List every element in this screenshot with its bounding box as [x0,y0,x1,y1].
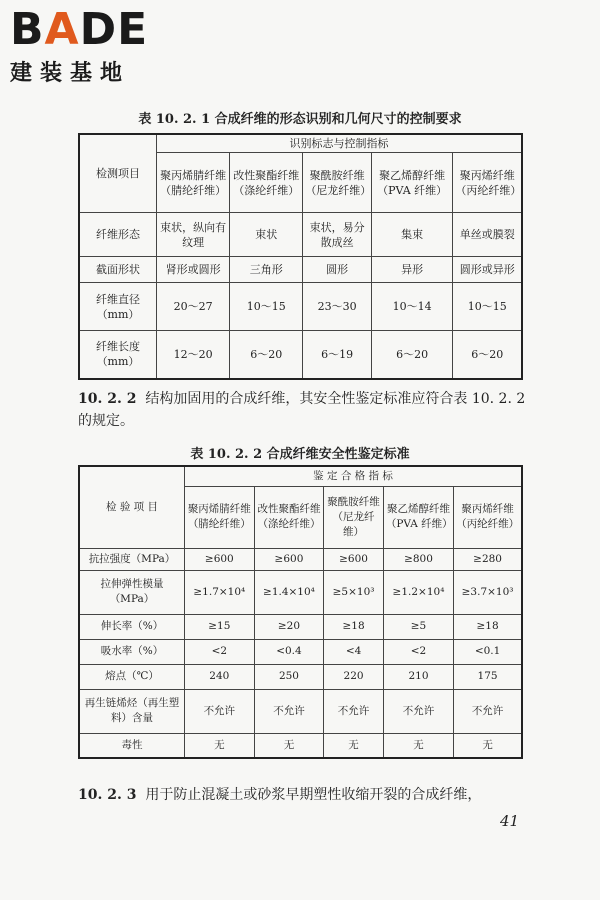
table1-row-label: 纤维长度（mm） [79,331,157,379]
table2-row-label: 抗拉强度（MPa） [79,548,185,570]
table2-cell: 210 [383,664,453,689]
table2-cell: ≥600 [254,548,324,570]
table2-cell: ≥18 [454,614,522,639]
table1-col-header: 聚丙烯纤维（丙纶纤维） [453,153,522,213]
table1-group-header: 识别标志与控制指标 [157,134,523,153]
table2-cell: <2 [383,639,453,664]
page-number: 41 [500,812,520,830]
table2-cell: 不允许 [324,689,384,733]
table2-cell: <0.1 [454,639,522,664]
table2-cell: 无 [454,733,522,758]
table2-cell: ≥5 [383,614,453,639]
table2-cell: ≥5×10³ [324,570,384,614]
para-10-2-3 [78,784,528,806]
para-number: 10. 2. 3 [78,787,137,803]
table1-cell: 异形 [371,257,453,283]
table1-cell: 10～15 [453,283,522,331]
table2-cell: 无 [324,733,384,758]
table1-cell: 圆形 [303,257,372,283]
table2-cell: 250 [254,664,324,689]
table2-row-label: 伸长率（%） [79,614,185,639]
table1-caption: 表 10. 2. 1 合成纤维的形态识别和几何尺寸的控制要求 [138,112,462,127]
table2-col-header: 聚丙烯腈纤维（腈纶纤维） [185,486,255,548]
table1-col-header: 聚乙烯醇纤维（PVA 纤维） [371,153,453,213]
table1-cell: 束状 [230,213,303,257]
table2-cell: 240 [185,664,255,689]
table2-cell: ≥280 [454,548,522,570]
table2-cell: 不允许 [254,689,324,733]
table1-cell: 20～27 [157,283,230,331]
table1-cell: 束状，易分散成丝 [303,213,372,257]
table1 [78,133,523,380]
table1-col-header: 聚酰胺纤维（尼龙纤维） [303,153,372,213]
table1-cell: 6～20 [371,331,453,379]
table2-cell: ≥600 [324,548,384,570]
table2-cell: ≥1.4×10⁴ [254,570,324,614]
table2-cell: ≥18 [324,614,384,639]
table1-row-label: 纤维直径（mm） [79,283,157,331]
table1-cell: 束状，纵向有纹理 [157,213,230,257]
table2-cell: 无 [185,733,255,758]
table1-row-header: 检测项目 [79,134,157,213]
table1-cell: 6～20 [230,331,303,379]
table2-row-header: 检 验 项 目 [79,466,185,548]
table1-row-label: 纤维形态 [79,213,157,257]
table2-row-label: 熔点（℃） [79,664,185,689]
table2-cell: ≥20 [254,614,324,639]
table2-cell: ≥800 [383,548,453,570]
table2-cell: 175 [454,664,522,689]
table2-row-label: 拉伸弹性模量（MPa） [79,570,185,614]
table1-cell: 10～14 [371,283,453,331]
table2-cell: <2 [185,639,255,664]
table1-cell: 6～19 [303,331,372,379]
table2-cell: 不允许 [454,689,522,733]
table2-cell: ≥1.2×10⁴ [383,570,453,614]
table1-cell: 圆形或异形 [453,257,522,283]
table2 [78,465,523,759]
table2-cell: ≥1.7×10⁴ [185,570,255,614]
logo-subtitle: 建装基地 [10,61,131,86]
table1-cell: 12～20 [157,331,230,379]
table2-cell: ≥600 [185,548,255,570]
para-number: 10. 2. 2 [78,391,137,407]
table2-cell: ≥3.7×10³ [454,570,522,614]
table2-col-header: 聚酰胺纤维（尼龙纤维） [324,486,384,548]
table2-cell: <0.4 [254,639,324,664]
table2-cell: 无 [254,733,324,758]
table2-col-header: 改性聚酯纤维（涤纶纤维） [254,486,324,548]
table1-cell: 23～30 [303,283,372,331]
para-10-2-2 [78,388,528,432]
logo-brand: BADE [10,4,149,55]
table2-row-label: 毒性 [79,733,185,758]
table2-group-header: 鉴 定 合 格 指 标 [185,466,523,486]
table1-cell: 肾形或圆形 [157,257,230,283]
table2-cell: <4 [324,639,384,664]
brand-logo [10,4,180,88]
para-text: 用于防止混凝土或砂浆早期塑性收缩开裂的合成纤维， [145,787,482,803]
table2-cell: 不允许 [383,689,453,733]
table1-col-header: 改性聚酯纤维（涤纶纤维） [230,153,303,213]
table2-cell: 无 [383,733,453,758]
table1-cell: 集束 [371,213,453,257]
table2-caption: 表 10. 2. 2 合成纤维安全性鉴定标准 [190,447,410,462]
table1-cell: 三角形 [230,257,303,283]
table2-row-label: 再生链烯烃（再生塑料）含量 [79,689,185,733]
table2-col-header: 聚丙烯纤维（丙纶纤维） [454,486,522,548]
table1-cell: 10～15 [230,283,303,331]
table2-col-header: 聚乙烯醇纤维（PVA 纤维） [383,486,453,548]
para-text: 结构加固用的合成纤维，其安全性鉴定标准应符合表 10. 2. 2 的规定。 [78,391,526,429]
table1-row-label: 截面形状 [79,257,157,283]
table1-cell: 单丝或膜裂 [453,213,522,257]
table1-col-header: 聚丙烯腈纤维（腈纶纤维） [157,153,230,213]
table2-cell: ≥15 [185,614,255,639]
table1-cell: 6～20 [453,331,522,379]
table2-cell: 不允许 [185,689,255,733]
table2-cell: 220 [324,664,384,689]
table2-row-label: 吸水率（%） [79,639,185,664]
